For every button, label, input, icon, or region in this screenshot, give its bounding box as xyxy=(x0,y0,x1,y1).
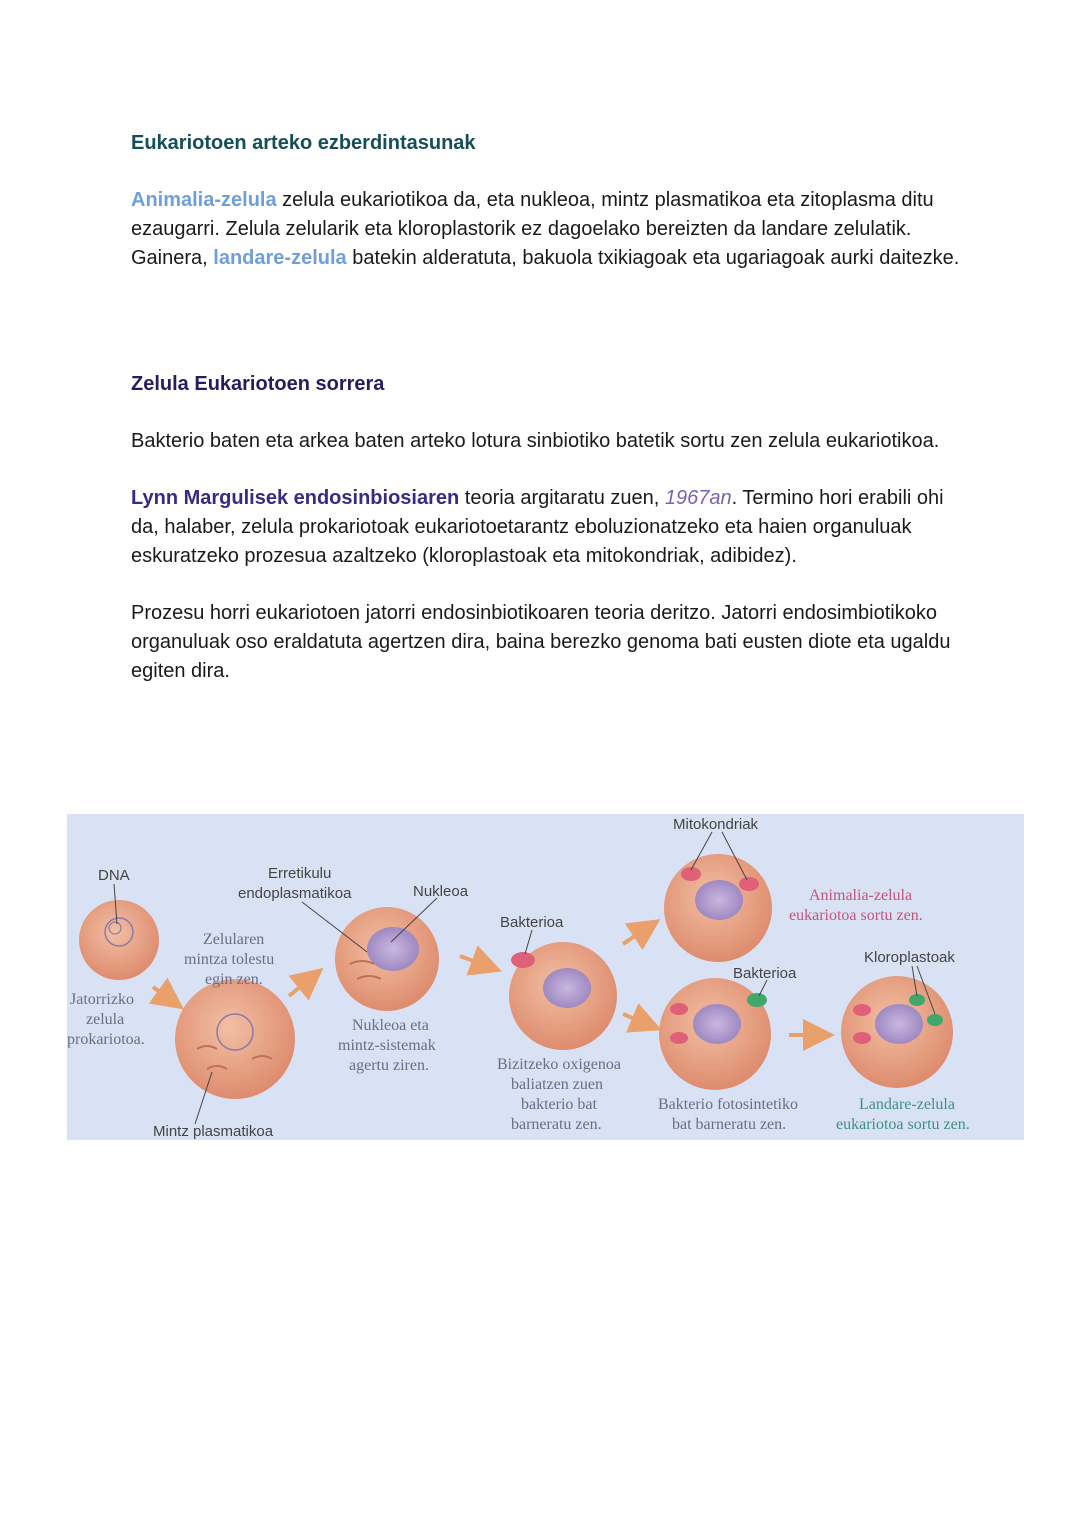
caption-bizitzeko-1: Bizitzeko oxigenoa xyxy=(497,1056,621,1073)
caption-nukleoa-2: mintz-sistemak xyxy=(338,1037,436,1054)
label-nukleoa: Nukleoa xyxy=(413,883,469,900)
highlight-year: 1967an xyxy=(664,487,732,509)
heading-eukariotoen-ezberdintasunak: Eukariotoen arteko ezberdintasunak xyxy=(131,132,476,154)
paragraph-text: batekin alderatuta, bakuola txikiagoak eta ugariagoak aurki daitezke. xyxy=(346,247,960,269)
paragraph-animalia-zelula xyxy=(131,186,961,273)
paragraph-text: teoria argitaratu zuen, xyxy=(459,487,665,509)
label-dna: DNA xyxy=(98,867,130,884)
caption-bizitzeko-4: barneratu zen. xyxy=(511,1116,602,1133)
caption-landare-1: Landare-zelula xyxy=(859,1096,955,1113)
caption-bizitzeko-3: bakterio bat xyxy=(521,1096,597,1113)
document-body xyxy=(131,128,961,686)
caption-zelularen-3: egin zen. xyxy=(205,971,263,988)
heading-zelula-sorrera: Zelula Eukariotoen sorrera xyxy=(131,373,385,395)
folded-membrane-cell xyxy=(175,979,295,1099)
animal-cell xyxy=(664,854,772,962)
caption-nukleoa-3: agertu ziren. xyxy=(349,1057,429,1074)
caption-jatorrizko-1: Jatorrizko xyxy=(70,991,134,1008)
endosymbiosis-figure xyxy=(67,814,1024,1140)
label-mintz-plasmatikoa: Mintz plasmatikoa xyxy=(153,1123,274,1140)
paragraph-margulis xyxy=(131,484,961,571)
label-bakterioa-1: Bakterioa xyxy=(500,914,564,931)
caption-zelularen-2: mintza tolestu xyxy=(184,951,275,968)
plant-cell xyxy=(841,976,953,1088)
prokaryote-cell xyxy=(79,900,159,980)
label-bakterioa-2: Bakterioa xyxy=(733,965,797,982)
photosynthetic-engulf-cell xyxy=(659,978,771,1090)
paragraph-bakterio: Bakterio baten eta arkea baten arteko lotura sinbiotiko batetik sortu zen zelula eukariotikoa. xyxy=(131,430,940,452)
caption-jatorrizko-2: zelula xyxy=(86,1011,125,1028)
caption-bizitzeko-2: baliatzen zuen xyxy=(511,1076,603,1093)
label-erretikulu-1: Erretikulu xyxy=(268,865,332,882)
caption-nukleoa-1: Nukleoa eta xyxy=(352,1017,429,1034)
bacterium-engulf-cell xyxy=(509,942,617,1050)
caption-animalia-1: Animalia-zelula xyxy=(809,887,913,904)
caption-animalia-2: eukariotoa sortu zen. xyxy=(789,907,923,924)
caption-fotosint-2: bat barneratu zen. xyxy=(672,1116,787,1133)
caption-landare-2: eukariotoa sortu zen. xyxy=(836,1116,970,1133)
highlight-landare-zelula: landare-zelula xyxy=(213,247,347,269)
caption-jatorrizko-3: prokariotoa. xyxy=(67,1031,145,1048)
label-mitokondriak: Mitokondriak xyxy=(673,816,759,833)
label-kloroplastoak: Kloroplastoak xyxy=(864,949,955,966)
nucleus-cell xyxy=(335,907,439,1011)
caption-zelularen-1: Zelularen xyxy=(203,931,265,948)
paragraph-prozesu: Prozesu horri eukariotoen jatorri endosinbiotikoaren teoria deritzo. Jatorri endosimbiotikoko organuluak oso eraldatuta agertzen dira, baina berezko genoma bati eusten diote eta ugaldu egiten dira. xyxy=(131,602,951,682)
highlight-animalia-zelula: Animalia-zelula xyxy=(131,189,277,211)
caption-fotosint-1: Bakterio fotosintetiko xyxy=(658,1096,798,1113)
label-erretikulu-2: endoplasmatikoa xyxy=(238,885,352,902)
endosymbiosis-diagram xyxy=(67,814,1024,1140)
highlight-margulis: Lynn Margulisek endosinbiosiaren xyxy=(131,487,460,509)
paragraph-text: . Termino hori erabili ohi da, halaber, zelula prokariotoak eukariotoetarantz eboluzionatzeko eta haien organuluak eskuratzeko prozesua azaltzeko (kloroplastoak eta mitokondriak, adibidez). xyxy=(131,487,944,567)
paragraph-text: zelula eukariotikoa da, eta nukleoa, mintz plasmatikoa eta zitoplasma ditu ezaugarri. Zelula zelularik eta kloroplastorik ez dagoelako bereizten da landare zelulatik. Gainera, xyxy=(131,189,934,269)
